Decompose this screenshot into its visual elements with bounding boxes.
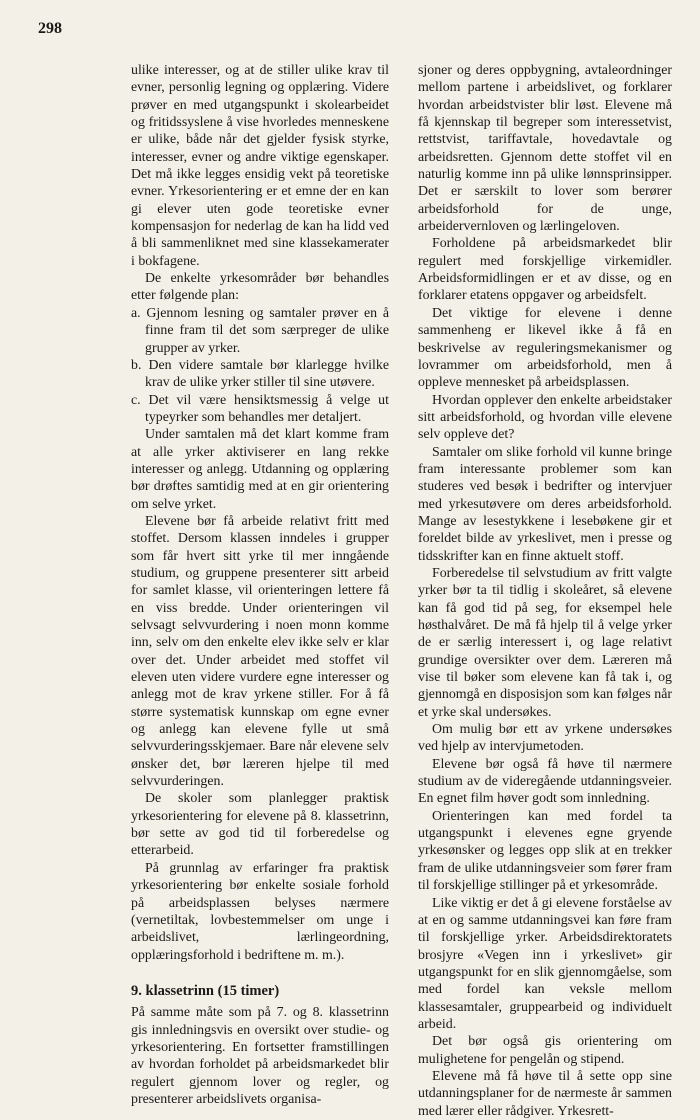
paragraph: Hvordan opplever den enkelte arbeidstaker sitt arbeidsforhold, og hvordan ville elevene selv oppleve det? bbox=[418, 392, 672, 443]
paragraph: Forberedelse til selvstudium av fritt valgte yrker bør ta til tidlig i skoleåret, så elevene kan få god tid på seg, for eksempel hele høsthalvåret. De må få hjelp til å velge yrker de er særlig interessert i, og lage relativt grundige oversikter over dem. Læreren må vise til bøker som elevene kan få tak i, og gjennomgå en disposisjon som kan følges når et yrke skal undersøkes. bbox=[418, 565, 672, 720]
section-heading: 9. klassetrinn (15 timer) bbox=[131, 982, 280, 999]
list-item: b. Den videre samtale bør klarlegge hvilke krav de ulike yrker stiller til sine utøvere. bbox=[131, 357, 389, 391]
paragraph: På grunnlag av erfaringer fra praktisk yrkesorientering bør enkelte sosiale forhold på arbeidsplassen belyses nærmere (vernetiltak, lovbestemmelser om unge i arbeidslivet, lærlingeordning, opplæringsforhold i bedriftene m. m.). bbox=[131, 860, 389, 963]
paragraph: Forholdene på arbeidsmarkedet blir regulert med forskjellige virkemidler. Arbeidsformidlingen er et av disse, og en forklarer etatens oppgaver og arbeidsfelt. bbox=[418, 236, 672, 304]
list-item: c. Det vil være hensiktsmessig å velge ut typeyrker som behandles mer detaljert. bbox=[131, 392, 389, 425]
paragraph: Elevene bør få arbeide relativt fritt med stoffet. Dersom klassen inndeles i grupper som får hvert sitt yrke til mer inngående studium, og gruppene presenterer sitt arbeid for samlet klasse, vil orienteringen lettere få en viss bredde. Under orienteringen vil selvsagt selvvurdering i noen monn komme inn, selv om den enkelte elev ikke selv er klar over det. Under arbeidet med stoffet vil eleven uten videre vurdere egne interesser og anlegg mot de krav yrkene stiller. For å få større systematisk kunnskap om egne evner og anlegg kan elevene fylle ut små selvvurderingsskjemaer. Bare når elevene selv ønsker det, bør læreren hjelpe til med selvvurderingen. bbox=[131, 513, 389, 790]
right-column bbox=[418, 62, 672, 1120]
paragraph: Om mulig bør ett av yrkene undersøkes ved hjelp av intervjumetoden. bbox=[418, 722, 672, 755]
list-item: a. Gjennom lesning og samtaler prøver en å finne fram til det som særpreger de ulike grupper av yrker. bbox=[131, 305, 389, 356]
paragraph: De enkelte yrkesområder bør behandles etter følgende plan: bbox=[131, 271, 389, 304]
paragraph: De skoler som planlegger praktisk yrkesorientering for elevene på 8. klassetrinn, bør sette av god tid til forberedelse og etterarbeid. bbox=[131, 791, 389, 859]
paragraph: Det bør også gis orientering om mulighetene for pengelån og stipend. bbox=[418, 1034, 672, 1067]
paragraph: ulike interesser, og at de stiller ulike krav til evner, personlig legning og opplæring. Videre prøver en med utgangspunkt i skolearbeidet og fritidssyslene å vise hvorledes menneskene er ulike, både når det gjelder fysisk styrke, interesser, evner og andre viktige egenskaper. Det må ikke legges ensidig vekt på teoretiske evner. Yrkesorientering er et emne der en kan gi elever uten gode teoretiske evner kompensasjon for nederlag de kan ha lidd ved å bli sammenliknet med sine klassekamerater i bokfagene. bbox=[131, 63, 389, 269]
paragraph: sjoner og deres oppbygning, avtaleordninger mellom partene i arbeidslivet, og forklarer hvordan arbeidstvister blir løst. Elevene må få kjennskap til begreper som interessetvist, rettstvist, tariffavtale, hovedavtale og arbeidsretten. Gjennom dette stoffet vil en naturlig komme inn på ulike lønnsprinsipper. Det er særskilt to lover som berører arbeidsforhold for de unge, arbeidervernloven og lærlingeloven. bbox=[418, 63, 672, 235]
paragraph: Under samtalen må det klart komme fram at alle yrker aktiviserer en lang rekke interesser og anlegg. Utdanning og opplæring bør drøftes samtidig med at en gir orientering om selve yrket. bbox=[131, 427, 389, 512]
paragraph: Like viktig er det å gi elevene forståelse av at en og samme utdanningsvei kan føre fram til forskjellige yrker. Arbeidsdirektoratets brosjyre «Vegen inn i yrkeslivet» gir utgangspunkt for en slik gjennomgåelse, som med fordel kan veksle mellom klassesamtaler, gruppearbeid og individuelt arbeid. bbox=[418, 895, 672, 1032]
page-number: 298 bbox=[38, 20, 62, 37]
paragraph: Elevene må få høve til å sette opp sine utdanningsplaner for de nærmeste år sammen med lærer eller rådgiver. Yrkesrett- bbox=[418, 1068, 672, 1119]
paragraph: Det viktige for elevene i denne sammenheng er likevel ikke å få en beskrivelse av reguleringsmekanismer og lovrammer om arbeidsforhold, men å oppleve mennesket på arbeidsplassen. bbox=[418, 305, 672, 391]
paragraph: Orienteringen kan med fordel ta utgangspunkt i elevenes egne gryende yrkesønsker og legges opp slik at en trekker fram de ulike utdanningsveier som fører fram til forskjellige stillinger på et yrkesområde. bbox=[418, 808, 672, 894]
paragraph: På samme måte som på 7. og 8. klassetrinn gis innledningsvis en oversikt over studie- og yrkesorientering. En fortsetter framstillingen av hvordan forholdet på arbeidsmarkedet blir regulert gjennom lover og regler, og presenterer arbeidslivets organisa- bbox=[131, 1005, 389, 1107]
paragraph: Samtaler om slike forhold vil kunne bringe fram interessante problemer som kan studeres ved besøk i bedrifter og intervjuer med yrkesutøvere om deres arbeidsforhold. Mange av lesestykkene i lesebøkene gir et foreldet bilde av yrkeslivet, men i presse og tidsskrifter kan en finne aktuelt stoff. bbox=[418, 444, 672, 564]
paragraph: Elevene bør også få høve til nærmere studium av de videregående utdanningsveier. En egnet film høver godt som innledning. bbox=[418, 756, 672, 807]
left-column bbox=[131, 62, 389, 1108]
